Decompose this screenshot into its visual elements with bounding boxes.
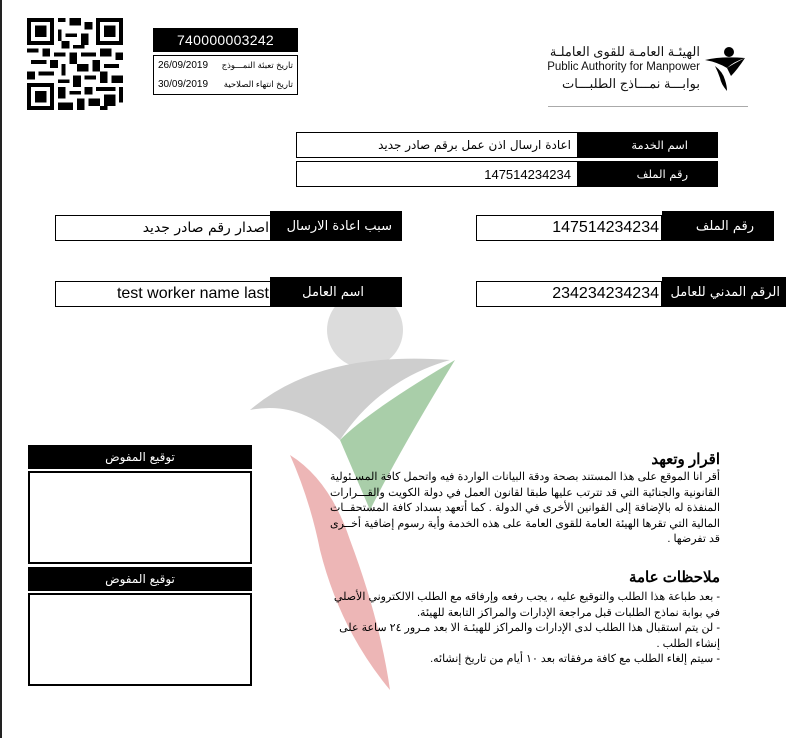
declaration-section: [330, 450, 720, 548]
header-divider: [548, 106, 748, 107]
service-file-label: رقم الملف: [578, 161, 718, 187]
org-name-ar: الهيئـة العامـة للقوى العاملـة: [549, 44, 700, 59]
service-name-label: اسم الخدمة: [578, 132, 718, 158]
note-item: - سيتم إلغاء الطلب مع كافة مرفقاته بعد ١٠ أيام من تاريخ إنشائه.: [430, 653, 720, 665]
service-file-value: 147514234234: [296, 161, 578, 187]
expiry-date-value: 30/09/2019: [158, 79, 209, 90]
qr-code: [27, 18, 123, 110]
service-name-row: [296, 132, 718, 158]
signature-label-2: توقيع المفوض: [28, 567, 252, 591]
date-box: [153, 55, 298, 95]
resend-reason-field: اصدار رقم صادر جديد: [55, 215, 273, 241]
note-item: - بعد طباعة هذا الطلب والتوقيع عليه ، يجب رفعه وإرفاقه مع الطلب الالكتروني الأصلي في بوابة نماذج الطلبات قبل مراجعة الإدارات والمراكز التابعة للهيئة.: [333, 591, 720, 619]
declaration-title: اقرار وتعهد: [651, 451, 720, 468]
worker-name-field: test worker name last: [55, 281, 273, 307]
page-border: [0, 0, 2, 738]
civil-id-label: الرقم المدني للعامل: [662, 277, 786, 307]
application-number: 740000003242: [153, 28, 298, 52]
service-file-row: [296, 161, 718, 187]
worker-name-label: اسم العامل: [270, 277, 402, 307]
service-name-value: اعادة ارسال اذن عمل برقم صادر جديد: [296, 132, 578, 158]
expiry-date-row: [154, 75, 297, 94]
fill-date-row: [154, 56, 297, 75]
signature-box-2[interactable]: [28, 593, 252, 686]
file-number-field: 147514234234: [476, 215, 662, 241]
signature-box-1[interactable]: [28, 471, 252, 564]
org-name-en: Public Authority for Manpower: [547, 61, 700, 73]
notes-section: [330, 568, 720, 668]
declaration-body: أقر انا الموقع على هذا المستند بصحة ودقة البيانات الواردة فيه واتحمل كافة المسـئولية القانونية والجنائية التي قد تترتب عليها طبقا لقانون العمل في دولة الكويت والقـــرارات المنفذة له بالإضافة إلى القوانين الأخرى في الدولة . كما أتعهد بسداد كافة المستحقــات المالية التي تقرها الهيئة العامة للقوى العامة على هذه الخدمة وأية رسوم إضافية أخــرى قد تفرضها .: [330, 471, 720, 546]
portal-name: بوابـــة نمـــاذج الطلبـــات: [562, 76, 700, 91]
expiry-date-label: تاريخ انتهاء الصلاحية: [223, 79, 293, 89]
notes-title: ملاحظات عامة: [628, 569, 720, 586]
org-logo-icon: [703, 44, 747, 92]
fill-date-label: تاريخ تعبئة النمـــوذج: [221, 60, 293, 70]
file-number-label: رقم الملف: [662, 211, 774, 241]
fill-date-value: 26/09/2019: [158, 60, 209, 71]
note-item: - لن يتم استقبال هذا الطلب لدى الإدارات والمراكز للهيئـة الا بعد مـرور ٢٤ ساعة على إنشاء الطلب .: [339, 622, 720, 650]
resend-reason-label: سبب اعادة الارسال: [270, 211, 402, 241]
org-logo-text: [540, 44, 700, 93]
signature-label-1: توقيع المفوض: [28, 445, 252, 469]
civil-id-field: 234234234234: [476, 281, 662, 307]
